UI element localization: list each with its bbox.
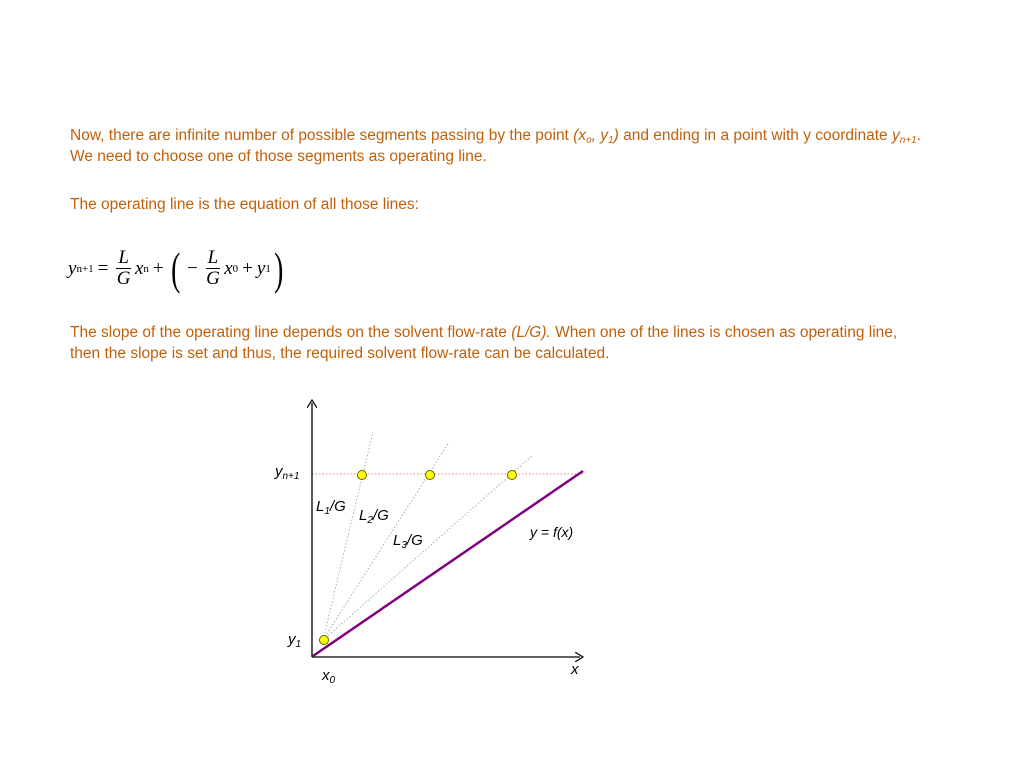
label-yn1: $y_{n+1}$ [275, 463, 300, 482]
eq-minus: − [186, 257, 198, 279]
point-end-1 [358, 471, 367, 480]
label-y1: $y_1$ [288, 631, 302, 650]
label-curve: y = f(x) [530, 524, 574, 540]
point-expression: ($x_o$, $y_1$) [573, 127, 619, 146]
eq-lhs: y [68, 257, 77, 279]
eq-term-xn: x [134, 257, 144, 279]
eq-paren-close: ) [273, 242, 284, 294]
eq-fraction-2: $\frac{L}{G}$ [206, 247, 220, 289]
intro-text-3: . We need to choose one of those segments as operating line. [70, 127, 921, 165]
point-end-3 [508, 471, 517, 480]
point-y1 [320, 636, 329, 645]
intro-text-2: and ending in a point with y coordinate [618, 127, 892, 144]
label-slope-1: $L_1/G$ [316, 498, 346, 517]
eq-equals: = [97, 257, 109, 279]
eq-plus: + [152, 257, 164, 279]
slope-text-2: When one of the lines is chosen as operating line, then the slope is set and thus, the required solvent flow-rate can be calculated. [70, 324, 898, 362]
eq-paren-open: ( [170, 242, 180, 294]
operating-line-paragraph: The operating line is the equation of all those lines: [70, 196, 419, 213]
label-slope-2: $L_2/G$ [359, 507, 389, 526]
eq-lhs-sub: n+1 [76, 262, 94, 275]
candidate-line-1 [323, 432, 373, 640]
slope-ratio: (L/G). [511, 324, 551, 341]
eq-term-y1: y [256, 257, 266, 279]
operating-line-equation: y n+1 = $\frac{L}{G}$ x n + ( − $\frac{L}{G}$ x 0 + y 1 ) [68, 242, 284, 294]
eq-plus-2: + [242, 257, 253, 279]
slope-text-1: The slope of the operating line depends on the solvent flow-rate [70, 324, 512, 341]
equilibrium-curve [313, 471, 583, 656]
candidate-line-3 [323, 456, 532, 640]
intro-text-1: Now, there are infinite number of possible segments passing by the point [70, 127, 574, 144]
label-x0: $x_0$ [322, 667, 336, 686]
label-slope-3: $L_3/G$ [393, 532, 423, 551]
point-end-2 [426, 471, 435, 480]
label-x-axis: x [571, 661, 579, 678]
coord-expression: $y_{n+1}$ [891, 127, 917, 146]
eq-term-x0: x [224, 257, 233, 279]
eq-fraction-1: $\frac{L}{G}$ [116, 247, 131, 289]
